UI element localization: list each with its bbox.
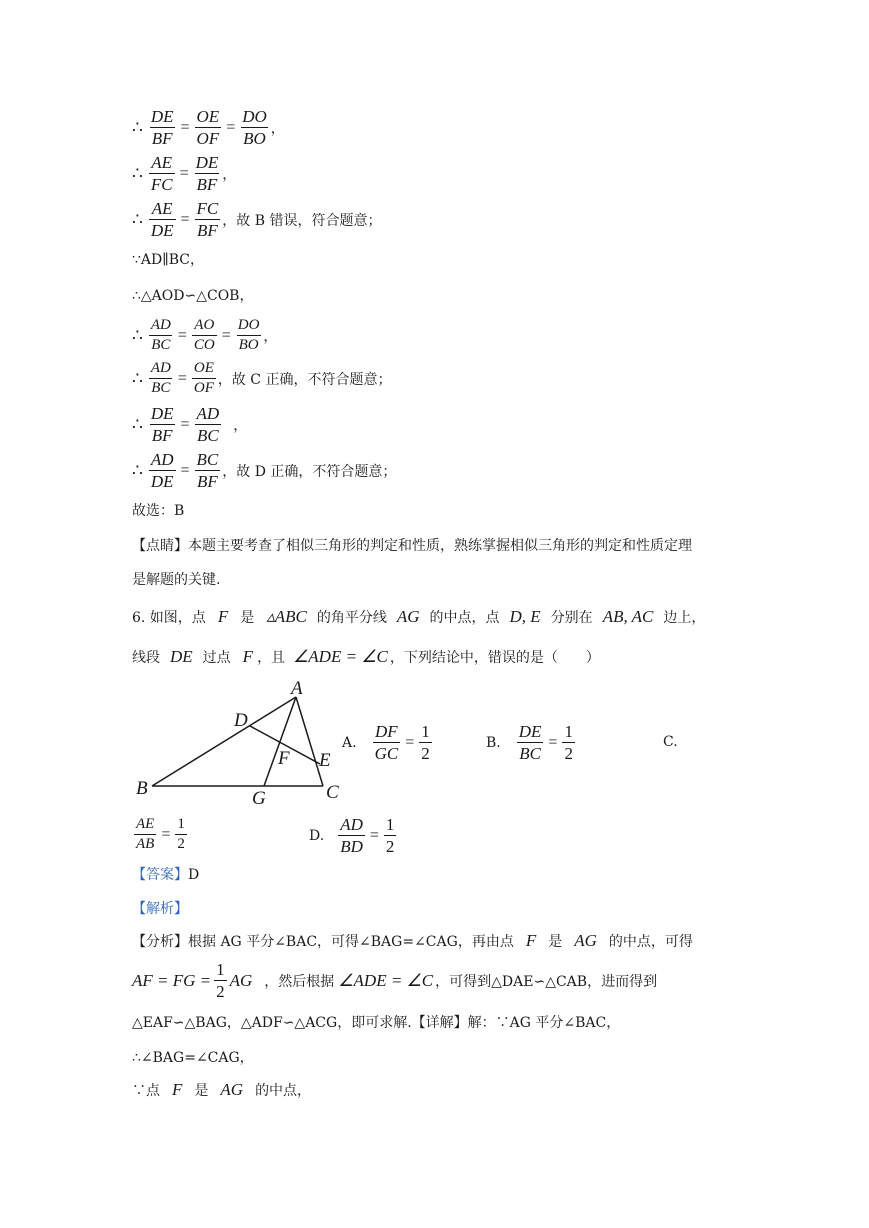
fraction: $\frac{OE}{OF}$ [196, 107, 220, 148]
label-g: G [252, 788, 266, 809]
option-a: A. $\frac{DF}{GC}$ = $\frac{1}{2}$ [342, 722, 430, 763]
line-3: ∴ $\frac{AE}{DE}$ = $\frac{FC}{BF}$ ，故 B 错误，符合题意； [132, 199, 382, 240]
fraction: $\frac{DE}{BF}$ [150, 107, 174, 148]
fraction: $\frac{DE}{BF}$ [195, 153, 219, 194]
fraction: $\frac{AD}{DE}$ [150, 450, 174, 491]
solution-line-4: ∴∠BAG=∠CAG， [132, 1050, 254, 1066]
label-d: D [234, 710, 248, 731]
answer-tag: 【答案】 [132, 867, 188, 883]
label-c: C [326, 782, 339, 803]
therefore-symbol: ∴ [132, 117, 143, 138]
line-1: ∴ $\frac{DE}{BF}$ = $\frac{OE}{OF}$ = $\frac{DO}{BO}$ ， [132, 107, 285, 148]
answer-value: D [188, 867, 200, 883]
line-2: ∴ $\frac{AE}{FC}$ = $\frac{DE}{BF}$ ， [132, 153, 237, 194]
solution-line-1: 【分析】根据 AG 平分∠BAC，可得∠BAG=∠CAG，再由点 F 是 AG 的中点，可得 [132, 931, 693, 950]
solution-line-3: △EAF∽△BAG，△ADF∽△ACG，即可求解.【详解】解：∵AG 平分∠BAC， [132, 1015, 621, 1031]
line-7: ∴ $\frac{AD}{BC}$ = $\frac{OE}{OF}$ ，故 C 正确，不符合题意； [132, 360, 392, 396]
line-6: ∴ $\frac{AD}{BC}$ = $\frac{AO}{CO}$ = $\frac{DO}{BO}$ ， [132, 317, 278, 353]
label-f: F [278, 748, 290, 769]
fraction: $\frac{DO}{BO}$ [242, 107, 267, 148]
option-b: B. $\frac{DE}{BC}$ = $\frac{1}{2}$ [486, 722, 573, 763]
fraction: $\frac{AD}{BC}$ [196, 404, 220, 445]
choice-line: 故选：B [132, 503, 185, 519]
question-line-2: 线段 DE 过点 F ，且 ∠ADE = ∠C ，下列结论中，错误的是（ ） [132, 647, 600, 666]
option-c-content: $\frac{AE}{AB}$ = $\frac{1}{2}$ [136, 816, 185, 852]
segment-ac [296, 697, 323, 786]
fraction: $\frac{AE}{DE}$ [150, 199, 174, 240]
solution-line-2: AF = FG = $\frac{1}{2}$ AG ，然后根据 ∠ADE = ∠C ，可得到△DAE∽△CAB，进而得到 [132, 960, 658, 1001]
label-e: E [319, 750, 331, 771]
comment-line-2: 是解题的关键. [132, 572, 221, 588]
fraction: $\frac{AO}{CO}$ [193, 317, 215, 353]
line-8: ∴ $\frac{DE}{BF}$ = $\frac{AD}{BC}$ ， [132, 404, 248, 445]
fraction: $\frac{DE}{BF}$ [150, 404, 174, 445]
option-c-label: C. [663, 734, 678, 750]
fraction: $\frac{AD}{BC}$ [150, 360, 171, 396]
line-9: ∴ $\frac{AD}{DE}$ = $\frac{BC}{BF}$ ，故 D 正确，不符合题意； [132, 450, 397, 491]
line-5: ∴△AOD∽△COB， [132, 288, 254, 304]
fraction: $\frac{AE}{FC}$ [150, 153, 173, 194]
segment-ba [152, 697, 296, 786]
analysis-tag: 【解析】 [132, 901, 188, 917]
solution-line-5: ∵点 F 是 AG 的中点， [132, 1080, 312, 1099]
question-line-1: 6. 如图，点 F 是 ▵ABC 的角平分线 AG 的中点，点 D, E 分别在 AB, AC 边上， [132, 607, 706, 626]
triangle-figure [130, 676, 345, 811]
line-4: ∵AD∥BC， [132, 252, 204, 268]
option-d: D. $\frac{AD}{BD}$ = $\frac{1}{2}$ [309, 815, 395, 856]
fraction: $\frac{AD}{BC}$ [150, 317, 171, 353]
fraction: $\frac{OE}{OF}$ [193, 360, 214, 396]
answer-line [132, 864, 199, 884]
label-a: A [291, 678, 303, 699]
comment-line-1: 【点睛】本题主要考查了相似三角形的判定和性质，熟练掌握相似三角形的判定和性质定理 [132, 538, 692, 554]
fraction: $\frac{DO}{BO}$ [237, 317, 260, 353]
fraction: $\frac{BC}{BF}$ [196, 450, 219, 491]
fraction: $\frac{FC}{BF}$ [196, 199, 219, 240]
label-b: B [136, 778, 148, 799]
